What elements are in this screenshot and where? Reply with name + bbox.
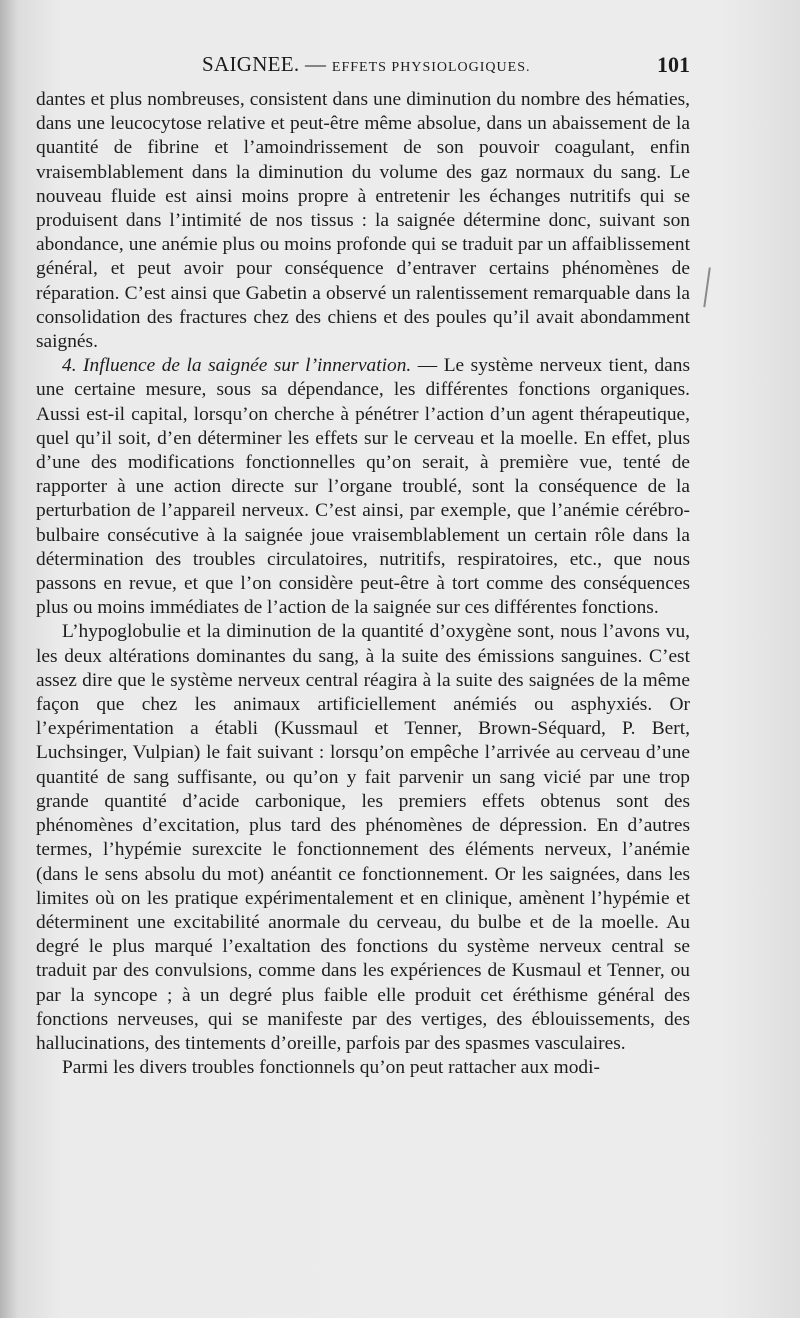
section-heading: 4. Influence de la saignée sur l’innervation. xyxy=(62,355,412,377)
body-text xyxy=(36,88,690,1080)
running-head xyxy=(202,52,531,77)
page-header xyxy=(40,52,690,78)
header-title: SAIGNEE. xyxy=(202,52,300,76)
paragraph-1: dantes et plus nombreuses, consistent dans une diminution du nombre des hématies, dans une leucocytose relative et peut-être même absolue, dans un abaissement de la quantité de fibrine et l’amoindrissement de son pouvoir coagulant, enfin vraisemblablement dans la diminution du volume des gaz normaux du sang. Le nouveau fluide est ainsi moins propre à entretenir les échanges nutritifs qui se produisent dans l’intimité de nos tissus : la saignée détermine donc, suivant son abondance, une anémie plus ou moins profonde qui se traduit par un affaiblissement général, et peut avoir pour conséquence d’entraver certains phénomènes de réparation. C’est ainsi que Gabetin a observé un ralentissement remarquable dans la consolidation des fractures chez des chiens et des poules qu’il avait abondamment saignés. xyxy=(36,89,690,353)
header-dash: — xyxy=(305,52,327,76)
heading-dash: — xyxy=(411,355,444,377)
paragraph-4: Parmi les divers troubles fonctionnels qu’on peut rattacher aux modi- xyxy=(62,1057,600,1079)
paragraph-2 xyxy=(36,354,690,620)
header-subtitle: EFFETS PHYSIOLOGIQUES. xyxy=(331,60,531,75)
margin-pencil-mark xyxy=(703,267,720,308)
paragraph-2-text: Le système nerveux tient, dans une certaine mesure, sous sa dépendance, les différentes fonctions organiques. Aussi est-il capital, lorsqu’on cherche à pénétrer l’action d’un agent thérapeutique, quel qu’il soit, d’en déterminer les effets sur le cerveau et la moelle. En effet, plus d’une des modifications fonctionnelles qu’on serait, à première vue, tenté de rapporter à une action directe sur l’organe troublé, sont la conséquence de la perturbation de l’appareil nerveux. C’est ainsi, par exemple, que l’anémie cérébro-bulbaire consécutive à la saignée joue vraisemblablement un certain rôle dans la détermination des troubles circulatoires, nutritifs, respiratoires, etc., que nous passons en revue, et que l’on considère peut-être à tort comme des conséquences plus ou moins immédiates de l’action de la saignée sur ces différentes fonctions. xyxy=(36,355,690,619)
page-number: 101 xyxy=(657,52,690,77)
paragraph-3: L’hypoglobulie et la diminution de la quantité d’oxygène sont, nous l’avons vu, les deux altérations dominantes du sang, à la suite des émissions sanguines. C’est assez dire que le système nerveux central réagira à la suite des saignées de la même façon que chez les animaux artificiellement anémiés ou asphyxiés. Or l’expérimentation a établi (Kussmaul et Tenner, Brown-Séquard, P. Bert, Luchsinger, Vulpian) le fait suivant : lorsqu’on empêche l’arrivée au cerveau d’une quantité de sang suffisante, ou qu’on y fait parvenir un sang vicié par une trop grande quantité d’acide carbonique, les premiers effets obtenus sont des phénomènes d’excitation, plus tard des phénomènes de dépression. En d’autres termes, l’hypémie surexcite le fonctionnement des éléments nerveux, l’anémie (dans le sens absolu du mot) anéantit ce fonctionnement. Or les saignées, dans les limites où on les pratique expérimentalement et en clinique, amènent l’hypémie et déterminent une excitabilité anormale du cerveau, du bulbe et de la moelle. Au degré le plus marqué l’exaltation des fonctions du système nerveux central se traduit par des convulsions, comme dans les expériences de Kusmaul et Tenner, ou par la syncope ; à un degré plus faible elle produit cet éréthisme général des fonctions nerveuses, qui se manifeste par des vertiges, des éblouissements, des hallucinations, des tintements d’oreille, parfois par des spasmes vasculaires. xyxy=(36,621,690,1054)
